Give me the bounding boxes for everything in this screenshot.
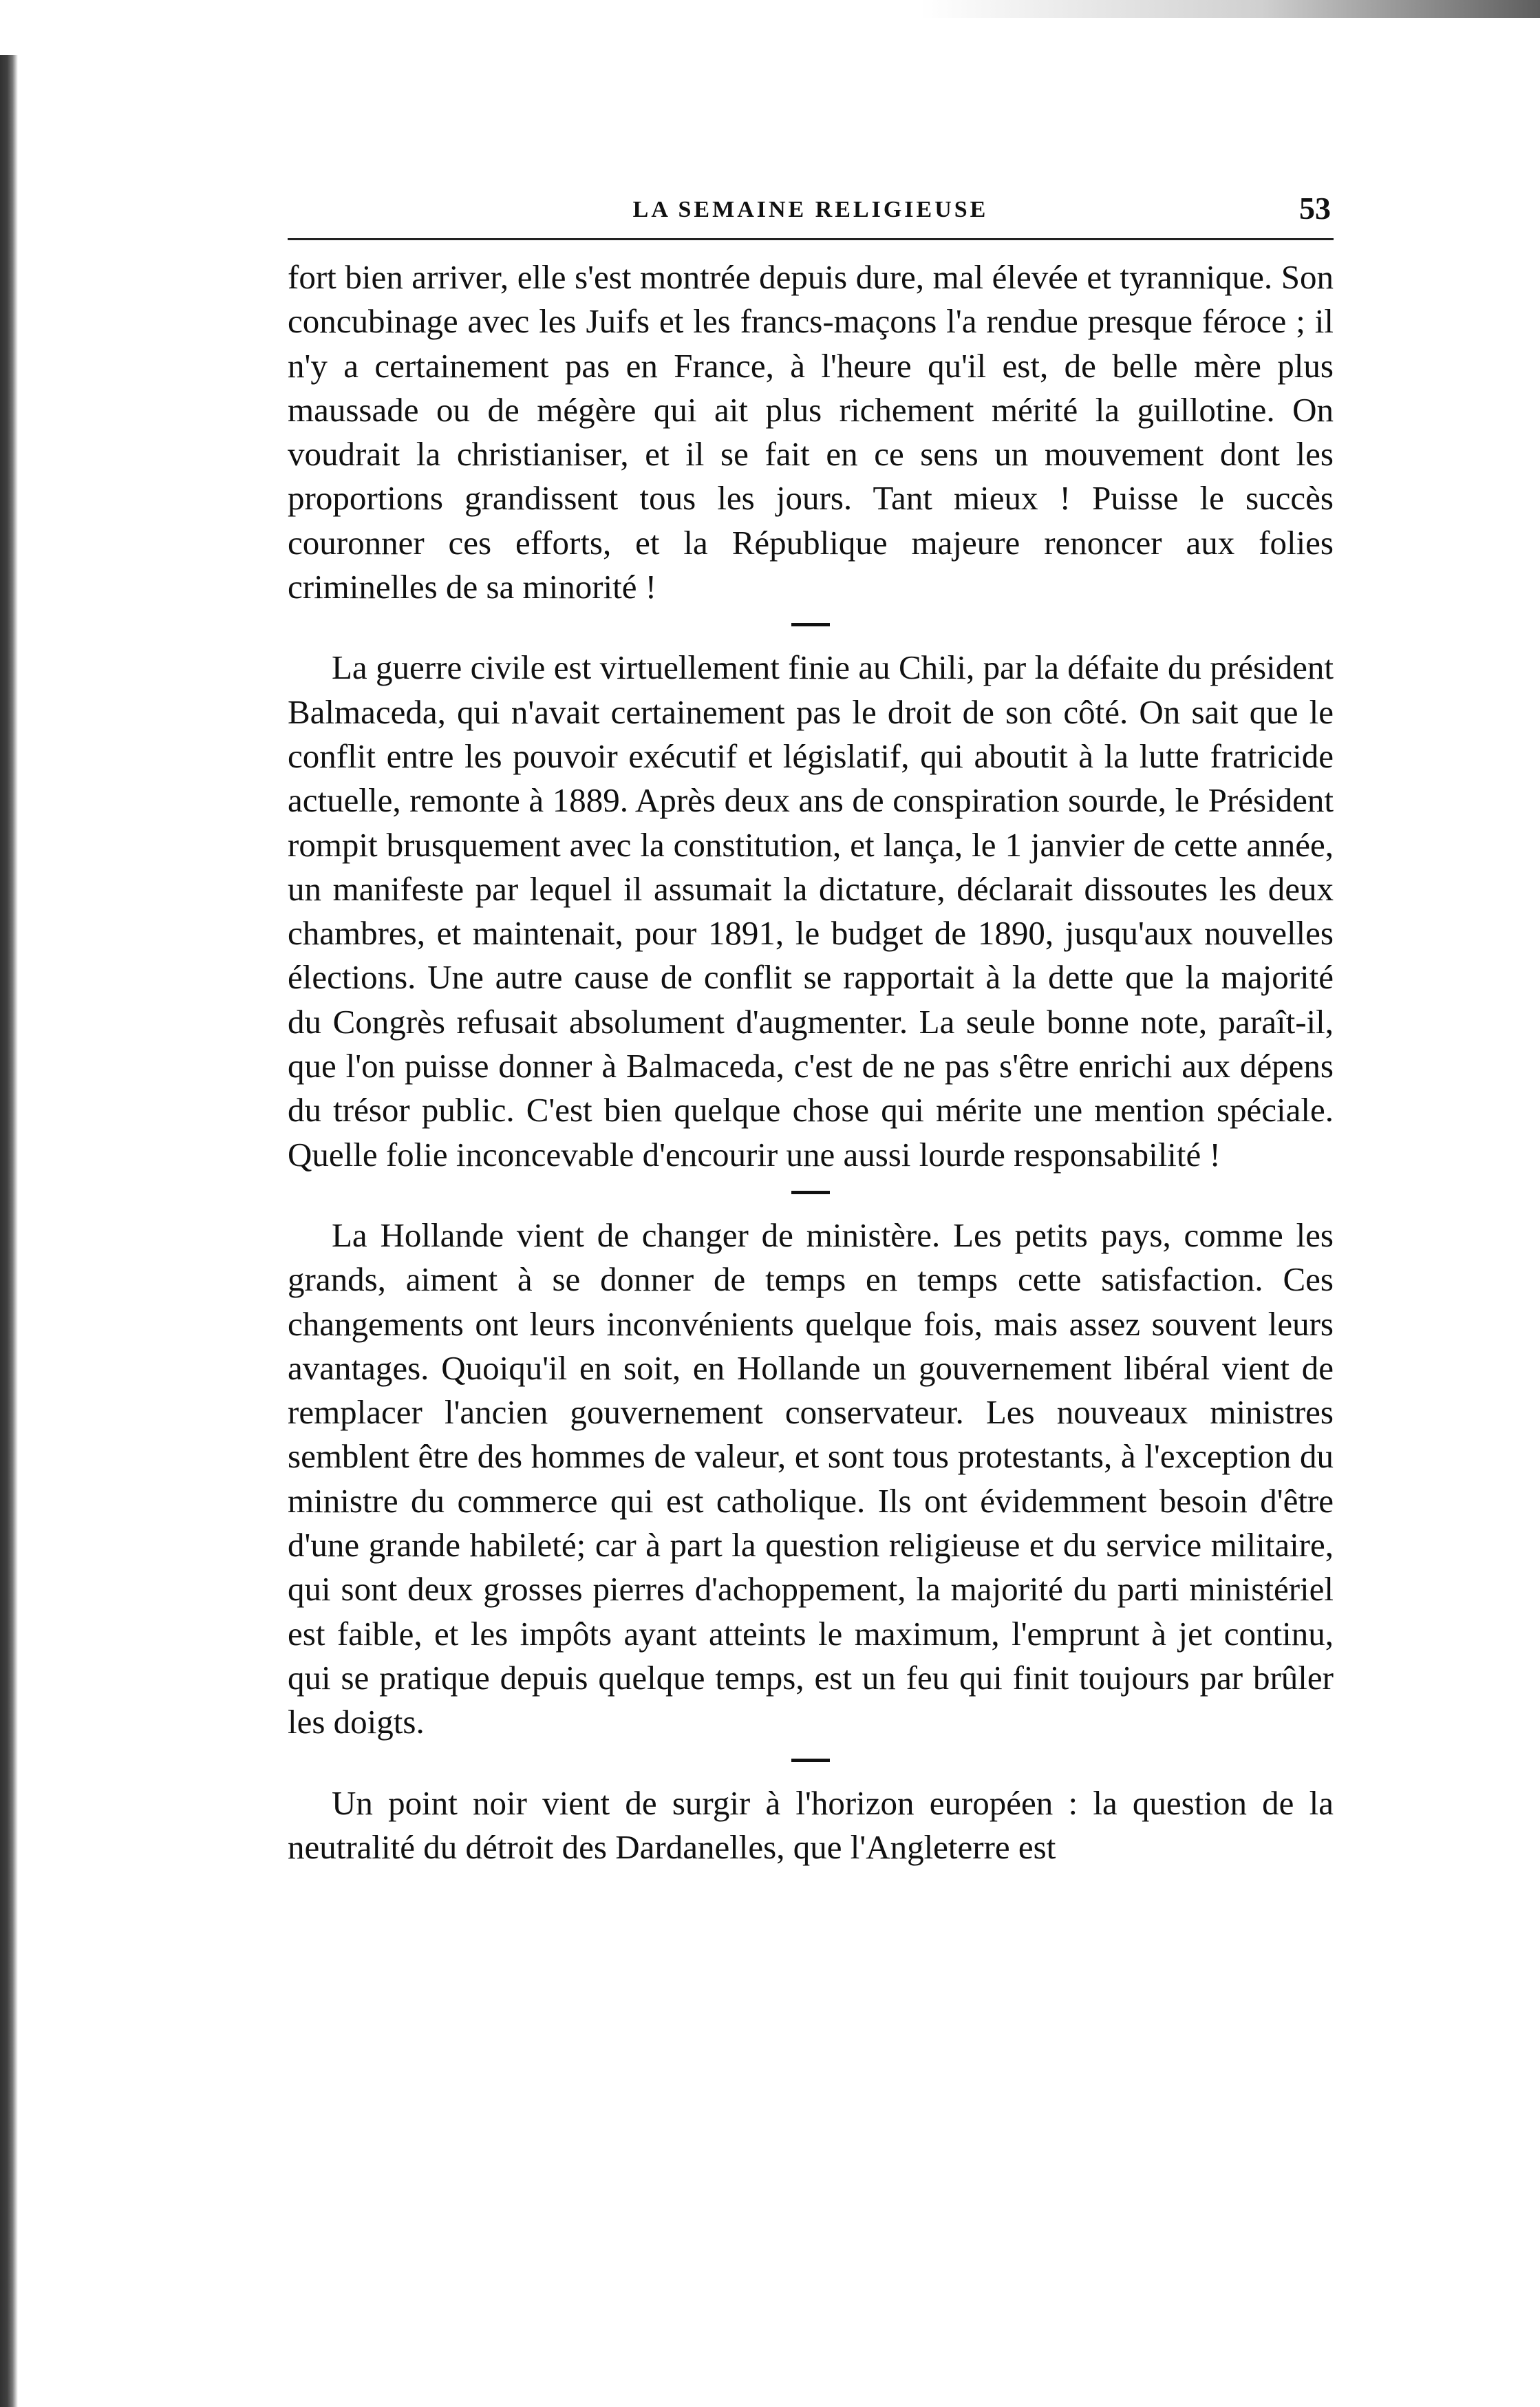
running-head [288, 180, 1334, 235]
scan-smudge [921, 0, 1540, 18]
book-page [288, 180, 1334, 1869]
paragraph-continuation: fort bien arriver, elle s'est montrée depuis dure, mal élevée et tyrannique. Son concubinage avec les Juifs et les francs-maçons l'a rendue presque féroce ; il n'y a certainement pas en France, à l'heure qu'il est, de belle mère plus maussade ou de mégère qui ait plus richement mérité la guillotine. On voudrait la christianiser, et il se fait en ce sens un mouvement dont les proportions grandissent tous les jours. Tant mieux ! Puisse le succès couronner ces efforts, et la République majeure renoncer aux folies criminelles de sa minorité ! [288, 258, 1334, 606]
page-number: 53 [1299, 191, 1331, 226]
section-dash [791, 1191, 830, 1194]
paragraph-chili: La guerre civile est virtuellement finie au Chili, par la défaite du président Balmaceda, qui n'avait certainement pas le droit de son côté. On sait que le conflit entre les pouvoir exécutif et législatif, qui aboutit à la lutte fratricide actuelle, remonte à 1889. Après deux ans de conspiration sourde, le Président rompit brusquement avec la constitution, et lança, le 1 janvier de cette année, un manifeste par lequel il assumait la dictature, déclarait dissoutes les deux chambres, et maintenait, pour 1891, le budget de 1890, jusqu'aux nouvelles élections. Une autre cause de conflit se rapportait à la dette que la majorité du Congrès refusait absolument d'augmenter. La seule bonne note, paraît-il, que l'on puisse donner à Balmaceda, c'est de ne pas s'être enrichi aux dépens du trésor public. C'est bien quelque chose qui mérite une mention spéciale. Quelle folie inconcevable d'encourir une aussi lourde responsabilité ! [288, 648, 1334, 1174]
paragraph-dardanelles: Un point noir vient de surgir à l'horizon européen : la question de la neutralité du détroit des Dardanelles, que l'Angleterre est [288, 1783, 1334, 1866]
scan-binding-edge [0, 55, 18, 2407]
paragraph-hollande: La Hollande vient de changer de ministère. Les petits pays, comme les grands, aiment à se donner de temps en temps cette satisfaction. Ces changements ont leurs inconvénients quelque fois, mais assez souvent leurs avantages. Quoiqu'il en soit, en Hollande un gouvernement libéral vient de remplacer l'ancien gouvernement conservateur. Les nouveaux ministres semblent être des hommes de valeur, et sont tous protestants, à l'exception du ministre du commerce qui est catholique. Ils ont évidemment besoin d'être d'une grande habileté; car à part la question religieuse et du service militaire, qui sont deux grosses pierres d'achoppement, la majorité du parti ministériel est faible, et les impôts ayant atteints le maximum, l'emprunt à jet continu, qui se pratique depuis quelque temps, est un feu qui finit toujours par brûler les doigts. [288, 1216, 1334, 1741]
running-title: LA SEMAINE RELIGIEUSE [632, 197, 989, 222]
section-dash [791, 1759, 830, 1762]
header-rule [288, 238, 1334, 240]
section-dash [791, 623, 830, 626]
